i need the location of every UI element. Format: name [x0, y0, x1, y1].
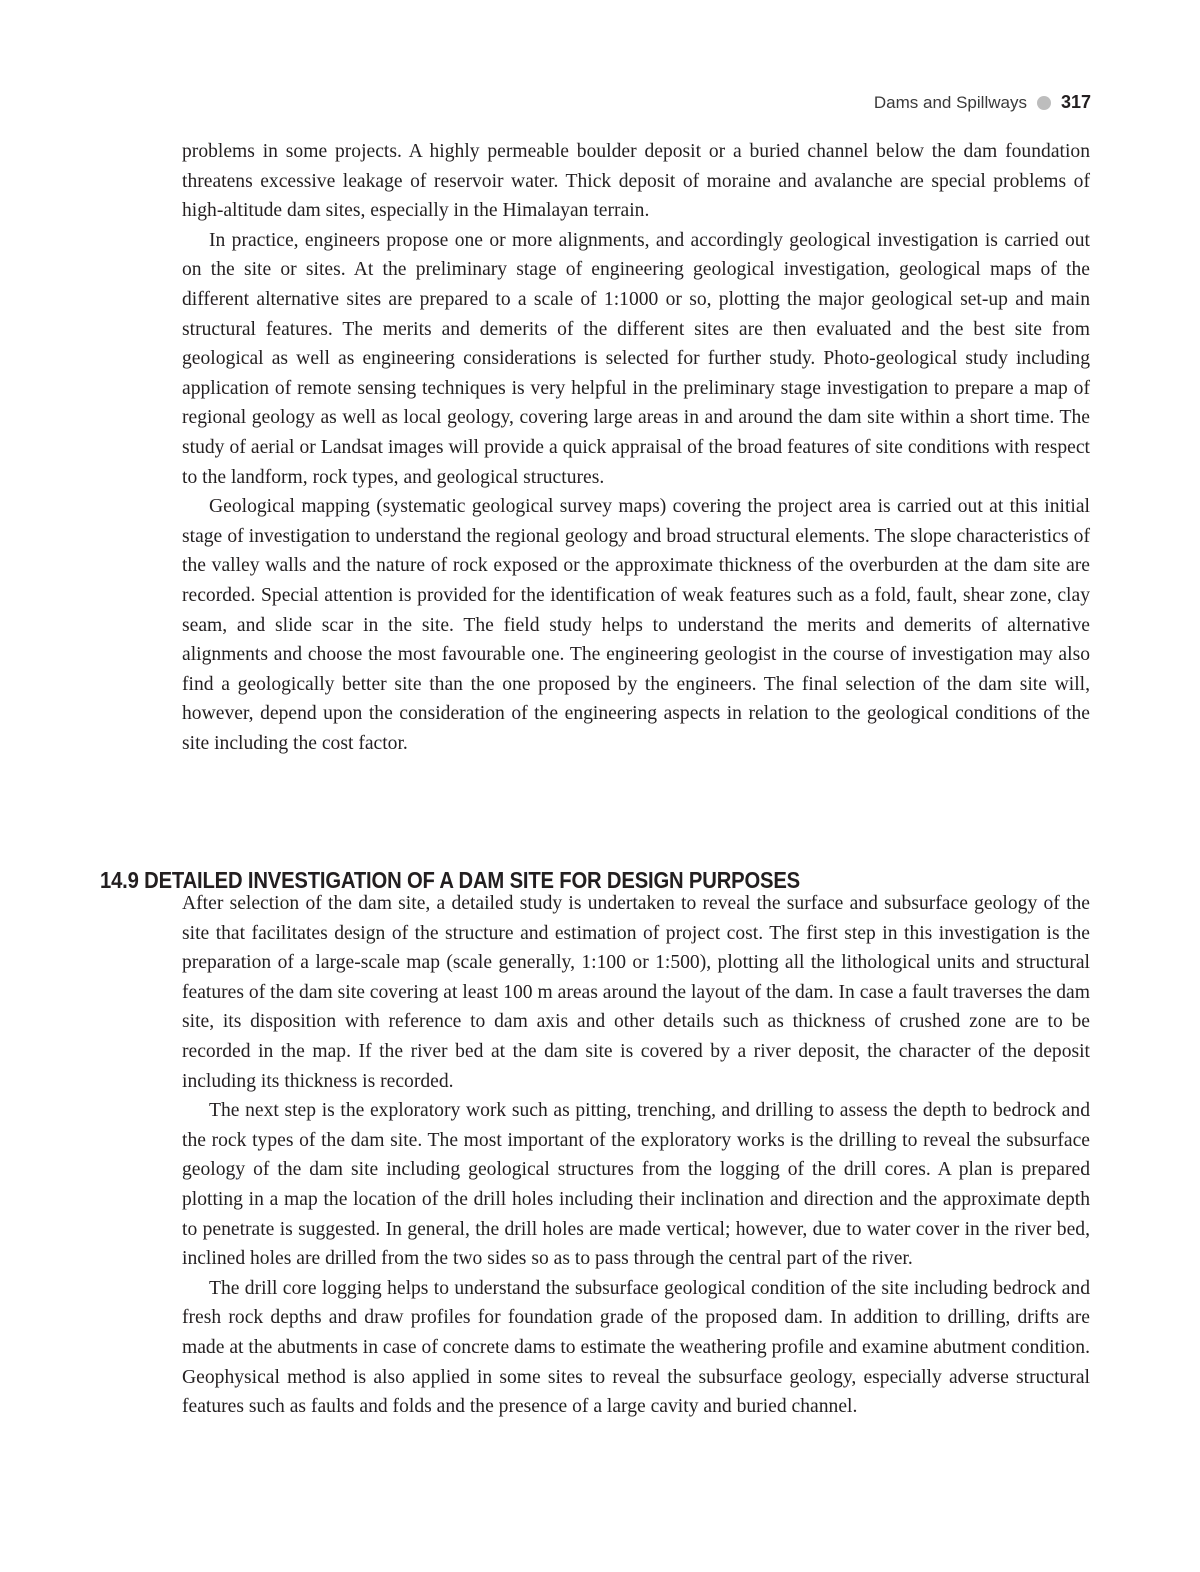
running-head	[874, 92, 1091, 113]
paragraph: problems in some projects. A highly permeable boulder deposit or a buried channel below the dam foundation threatens excessive leakage of reservoir water. Thick deposit of moraine and avalanche are special problems of high-altitude dam sites, especially in the Himalayan terrain.	[182, 141, 1090, 222]
paragraph: The drill core logging helps to understand the subsurface geological condition of the site including bedrock and fresh rock depths and draw profiles for foundation grade of the proposed dam. In addition to drilling, drifts are made at the abutments in case of concrete dams to estimate the weathering profile and examine abutment condition. Geophysical method is also applied in some sites to reveal the subsurface geology, especially adverse structural features such as faults and folds and the presence of a large cavity and buried channel.	[182, 1277, 1090, 1418]
paragraph: After selection of the dam site, a detailed study is undertaken to reveal the surface and subsurface geology of the site that facilitates design of the structure and estimation of project cost. The first step in this investigation is the preparation of a large-scale map (scale generally, 1:100 or 1:500), plotting all the lithological units and structural features of the dam site covering at least 100 m areas around the layout of the dam. In case a fault traverses the dam site, its disposition with reference to dam axis and other details such as thickness of crushed zone are to be recorded in the map. If the river bed at the dam site is covered by a river deposit, the character of the deposit including its thickness is recorded.	[182, 893, 1090, 1092]
paragraph: In practice, engineers propose one or more alignments, and accordingly geological investigation is carried out on the site or sites. At the preliminary stage of engineering geological investigation, geological maps of the different alternative sites are prepared to a scale of 1:1000 or so, plotting the major geological set-up and main structural features. The merits and demerits of the different sites are then evaluated and the best site from geological as well as engineering considerations is selected for further study. Photo-geological study including application of remote sensing techniques is very helpful in the preliminary stage investigation to prepare a map of regional geology as well as local geology, covering large areas in and around the dam site within a short time. The study of aerial or Landsat images will provide a quick appraisal of the broad features of site conditions with respect to the landform, rock types, and geological structures.	[182, 229, 1090, 488]
page-number: 317	[1060, 92, 1091, 112]
running-title: Dams and Spillways	[873, 92, 1027, 112]
paragraph: The next step is the exploratory work such as pitting, trenching, and drilling to assess the depth to bedrock and the rock types of the dam site. The most important of the exploratory works is the drilling to reveal the subsurface geology of the dam site including geological structures from the logging of the drill cores. A plan is prepared plotting in a map the location of the drill holes including their inclination and direction and the approximate depth to penetrate is suggested. In general, the drill holes are made vertical; however, due to water cover in the river bed, inclined holes are drilled from the two sides so as to pass through the central part of the river.	[182, 1100, 1090, 1270]
section-body-detailed-investigation	[182, 889, 1090, 1422]
paragraph: Geological mapping (systematic geological survey maps) covering the project area is carried out at this initial stage of investigation to understand the regional geology and broad structural elements. The slope characteristics of the valley walls and the nature of rock exposed or the approximate thickness of the overburden at the dam site are recorded. Special attention is provided for the identification of weak features such as a fold, fault, shear zone, clay seam, and slide scar in the site. The field study helps to understand the merits and demerits of alternative alignments and choose the most favourable one. The engineering geologist in the course of investigation may also find a geologically better site than the one proposed by the engineers. The final selection of the dam site will, however, depend upon the consideration of the engineering aspects in relation to the geological conditions of the site including the cost factor.	[182, 496, 1090, 754]
bullet-icon	[1037, 96, 1051, 110]
section-body-intro	[182, 137, 1090, 758]
section-heading: 14.9 DETAILED INVESTIGATION OF A DAM SITE FOR DESIGN PURPOSES	[100, 867, 800, 894]
